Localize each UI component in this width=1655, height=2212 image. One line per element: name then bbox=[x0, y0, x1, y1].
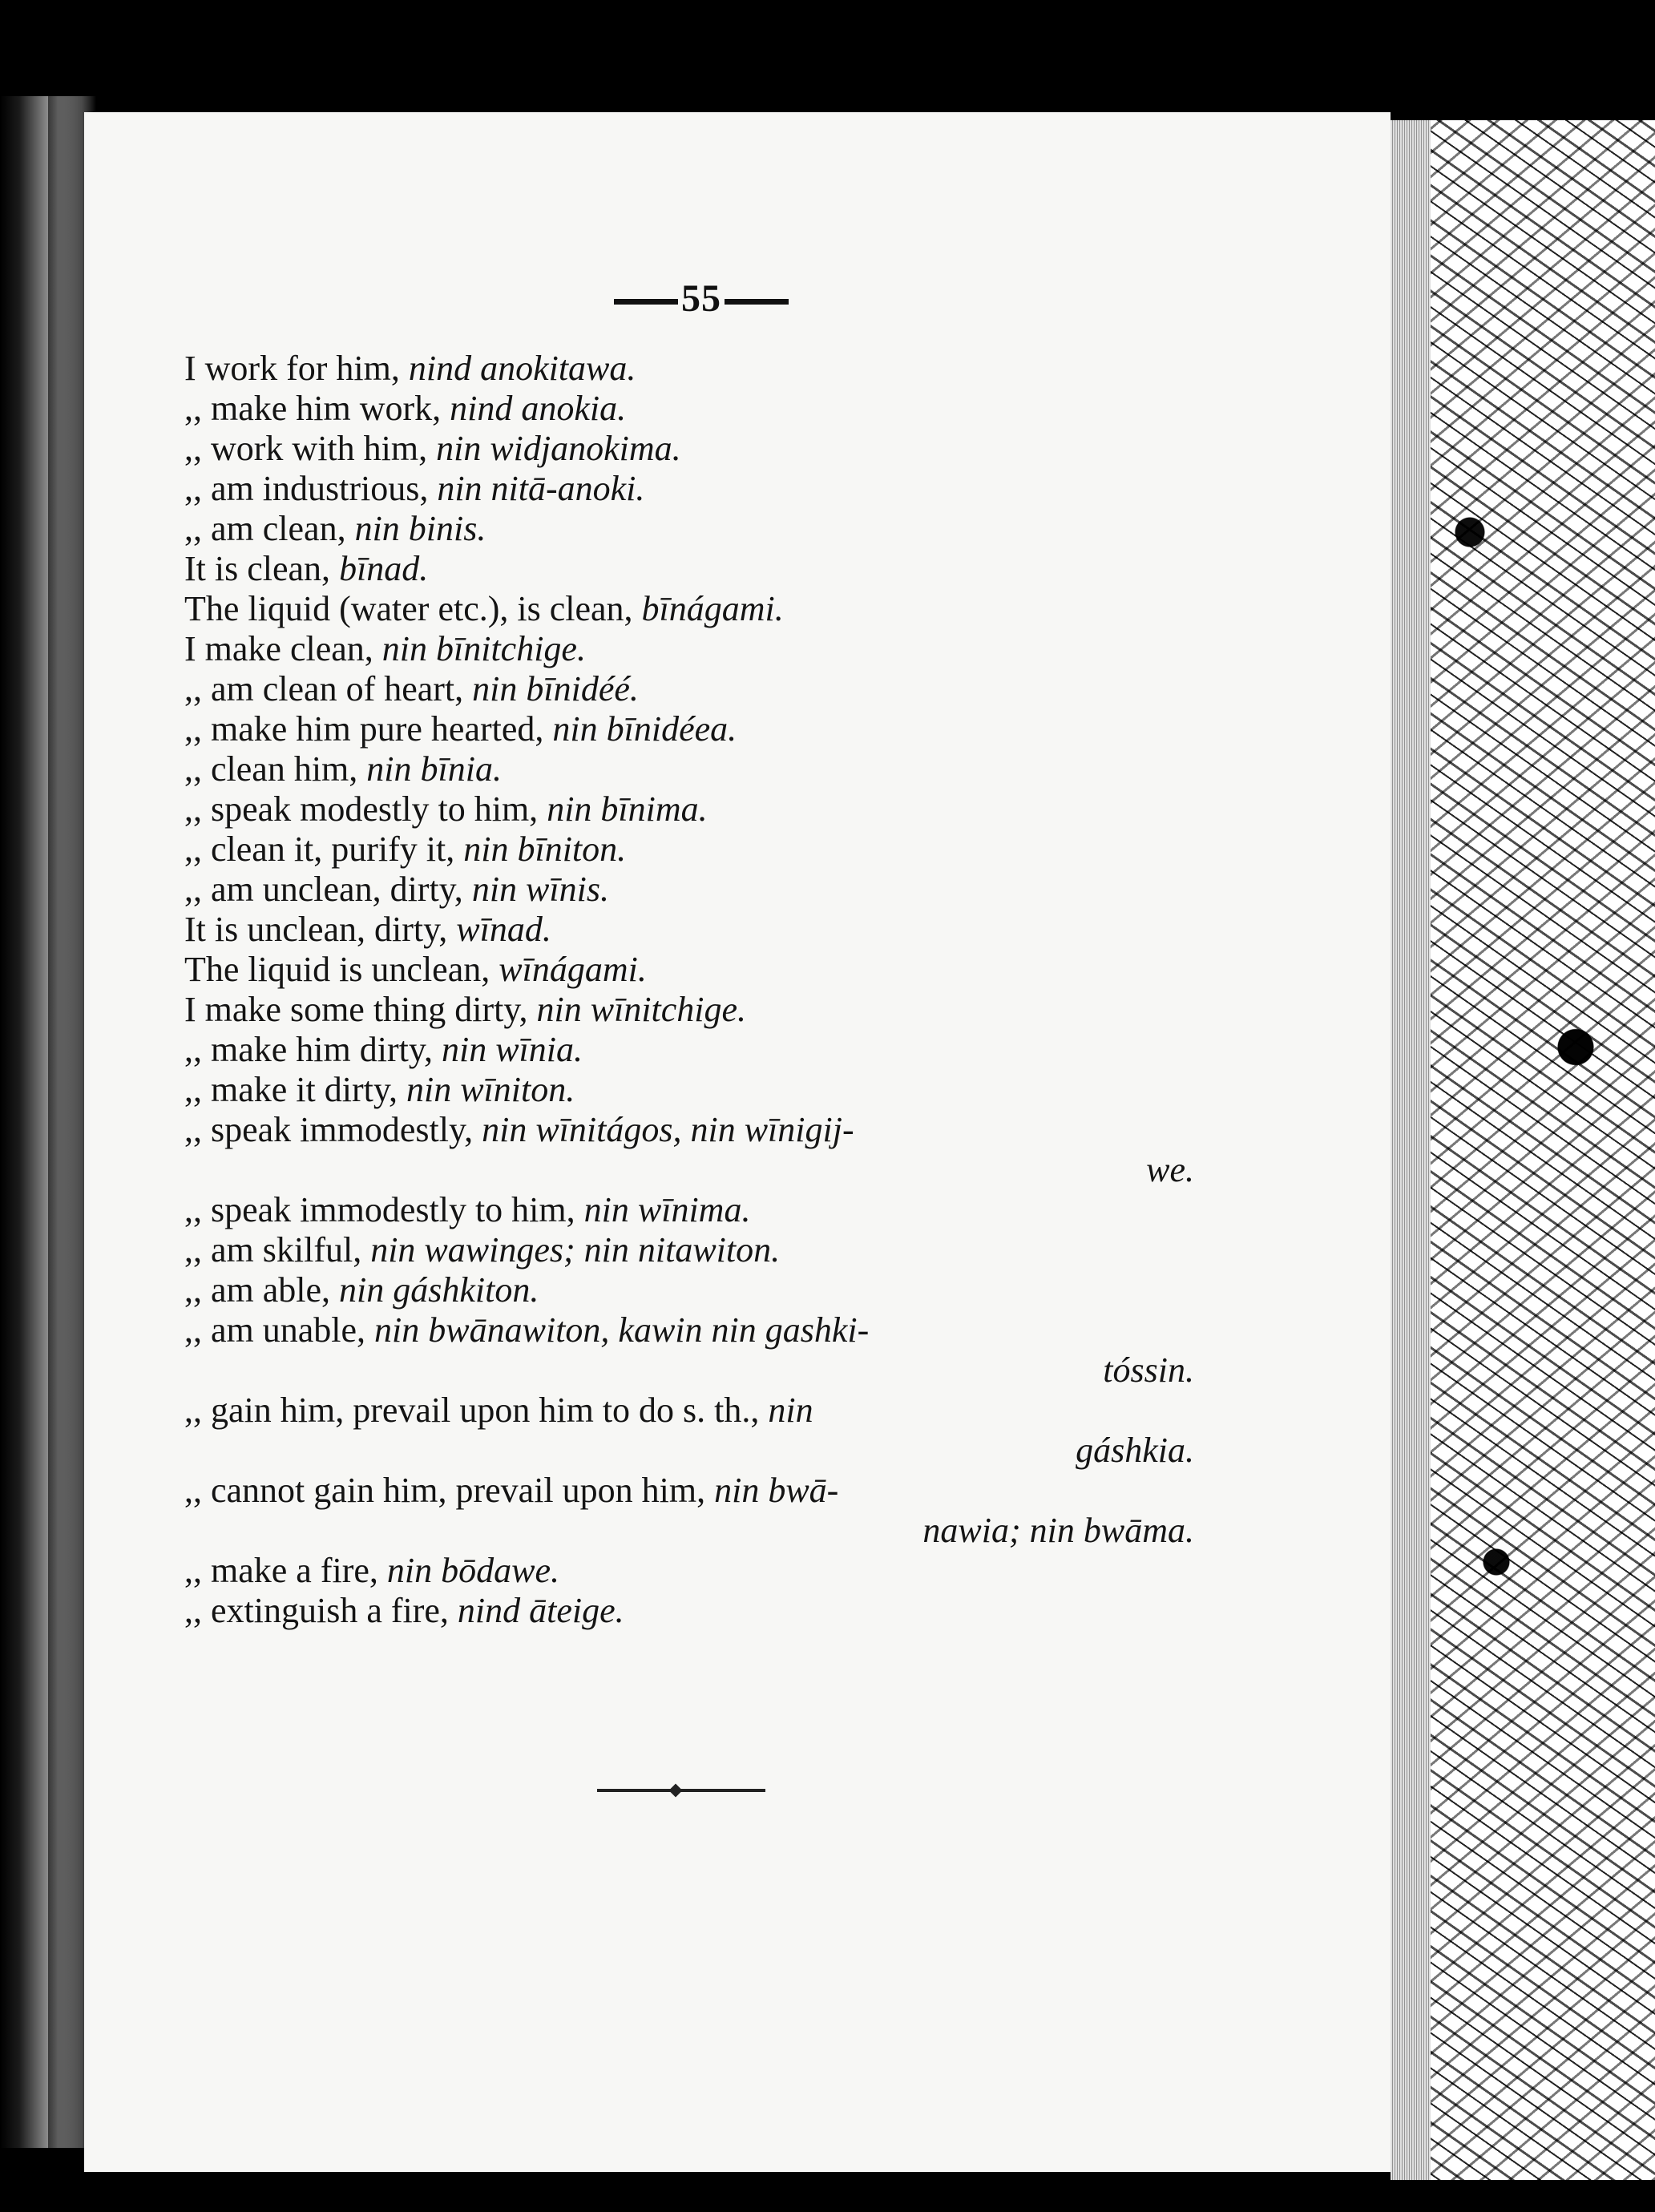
entry-prefix: It bbox=[184, 549, 206, 588]
entry-english: is clean, bbox=[214, 549, 331, 588]
vocabulary-entry bbox=[184, 1310, 1194, 1391]
vocabulary-entry bbox=[184, 589, 1194, 629]
entry-english: make clean, bbox=[204, 629, 373, 668]
entry-native: nin wīnitchige. bbox=[536, 990, 747, 1029]
entry-line bbox=[184, 789, 1194, 830]
entry-native: nin wīnitágos, nin wīnigij- bbox=[482, 1110, 854, 1149]
entry-native: nin bīnidéé. bbox=[472, 669, 639, 708]
entry-english: liquid is unclean, bbox=[248, 950, 490, 989]
entry-english: make him work, bbox=[211, 389, 442, 428]
entry-line bbox=[184, 749, 1194, 789]
entry-english: speak immodestly to him, bbox=[211, 1190, 575, 1229]
vocabulary-entry bbox=[184, 549, 1194, 589]
entry-line bbox=[184, 429, 1194, 469]
entry-prefix: ,, bbox=[184, 709, 202, 749]
entry-prefix: ,, bbox=[184, 1030, 202, 1069]
entry-prefix: ,, bbox=[184, 1391, 202, 1430]
vocabulary-entry bbox=[184, 870, 1194, 910]
entry-english: make it dirty, bbox=[211, 1070, 398, 1109]
entry-prefix: ,, bbox=[184, 1070, 202, 1109]
entry-native: nin wawinges; nin nitawiton. bbox=[370, 1230, 781, 1269]
entry-line bbox=[184, 469, 1194, 509]
entry-english: liquid (water etc.), is clean, bbox=[248, 589, 633, 628]
entry-prefix: ,, bbox=[184, 1270, 202, 1310]
entry-prefix: ,, bbox=[184, 429, 202, 468]
entry-native: nind āteige. bbox=[457, 1591, 624, 1630]
entry-prefix: It bbox=[184, 910, 206, 949]
entry-native: nin widjanokima. bbox=[436, 429, 681, 468]
entry-line bbox=[184, 830, 1194, 870]
vocabulary-entry bbox=[184, 1190, 1194, 1230]
vocabulary-entry bbox=[184, 1030, 1194, 1070]
entry-prefix: ,, bbox=[184, 870, 202, 909]
vocabulary-entry bbox=[184, 669, 1194, 709]
entry-prefix: I bbox=[184, 349, 196, 388]
entry-native: nin bīnia. bbox=[366, 749, 502, 789]
entry-native: nin bōdawe. bbox=[386, 1551, 559, 1590]
vocabulary-entry bbox=[184, 1591, 1194, 1631]
entry-english: clean him, bbox=[211, 749, 358, 789]
entry-english: am unclean, dirty, bbox=[211, 870, 463, 909]
entry-prefix: I bbox=[184, 990, 196, 1029]
entry-line bbox=[184, 1110, 1194, 1150]
vocabulary-entry bbox=[184, 1551, 1194, 1591]
entry-prefix: ,, bbox=[184, 669, 202, 708]
entry-prefix: ,, bbox=[184, 1471, 202, 1510]
entry-english: am able, bbox=[211, 1270, 331, 1310]
vocabulary-entry bbox=[184, 910, 1194, 950]
entry-line bbox=[184, 1030, 1194, 1070]
entry-native: nin binis. bbox=[354, 509, 486, 548]
entry-prefix: ,, bbox=[184, 389, 202, 428]
entry-native: nind anokia. bbox=[450, 389, 627, 428]
entry-native: nin bwānawiton, kawin nin gashki- bbox=[374, 1310, 870, 1350]
vocabulary-entry bbox=[184, 950, 1194, 990]
entry-prefix: I bbox=[184, 629, 196, 668]
entry-english: am skilful, bbox=[211, 1230, 362, 1269]
entry-native: nin bīnidéea. bbox=[552, 709, 737, 749]
entry-line bbox=[184, 549, 1194, 589]
entry-native: nin bbox=[768, 1391, 813, 1430]
vocabulary-entry bbox=[184, 469, 1194, 509]
vocabulary-entry bbox=[184, 709, 1194, 749]
entry-line bbox=[184, 509, 1194, 549]
entry-prefix: ,, bbox=[184, 1230, 202, 1269]
entry-native: nin bwā- bbox=[714, 1471, 839, 1510]
vocabulary-entry bbox=[184, 1270, 1194, 1310]
entry-prefix: ,, bbox=[184, 1190, 202, 1229]
vocabulary-entry bbox=[184, 789, 1194, 830]
entry-line bbox=[184, 950, 1194, 990]
entry-line bbox=[184, 709, 1194, 749]
vocabulary-entry bbox=[184, 749, 1194, 789]
entry-line bbox=[184, 389, 1194, 429]
vocabulary-entry bbox=[184, 830, 1194, 870]
vocabulary-entry bbox=[184, 1070, 1194, 1110]
entry-prefix: ,, bbox=[184, 1110, 202, 1149]
entry-line bbox=[184, 870, 1194, 910]
entry-english: make him pure hearted, bbox=[211, 709, 544, 749]
vocabulary-entry bbox=[184, 1391, 1194, 1471]
entry-english: am industrious, bbox=[211, 469, 429, 508]
entry-english: work with him, bbox=[211, 429, 428, 468]
entry-native: bīnad. bbox=[339, 549, 429, 588]
entry-english: speak immodestly, bbox=[211, 1110, 474, 1149]
entry-english: make some thing dirty, bbox=[204, 990, 528, 1029]
entry-prefix: ,, bbox=[184, 1551, 202, 1590]
entry-prefix: ,, bbox=[184, 749, 202, 789]
entry-prefix: The bbox=[184, 589, 240, 628]
vocabulary-entry bbox=[184, 629, 1194, 669]
entry-prefix: ,, bbox=[184, 789, 202, 829]
entry-native: nin nitā-anoki. bbox=[437, 469, 645, 508]
entry-english: am clean of heart, bbox=[211, 669, 464, 708]
entry-continuation: we. bbox=[1146, 1150, 1194, 1189]
entry-english: is unclean, dirty, bbox=[214, 910, 448, 949]
marbled-page-edge bbox=[1391, 120, 1655, 2180]
entry-native: nind anokitawa. bbox=[408, 349, 636, 388]
entry-native: nin wīnis. bbox=[471, 870, 609, 909]
entry-prefix: The bbox=[184, 950, 240, 989]
entry-prefix: ,, bbox=[184, 469, 202, 508]
dash-left bbox=[614, 299, 678, 305]
vocabulary-entry bbox=[184, 389, 1194, 429]
entry-english: extinguish a fire, bbox=[211, 1591, 449, 1630]
end-ornament bbox=[597, 1789, 765, 1792]
entry-line bbox=[184, 1391, 1194, 1431]
entry-native: nin gáshkiton. bbox=[339, 1270, 539, 1310]
entry-prefix: ,, bbox=[184, 1310, 202, 1350]
entry-continuation: tóssin. bbox=[1103, 1350, 1194, 1390]
entry-native: bīnágami. bbox=[641, 589, 784, 628]
entry-line bbox=[184, 1270, 1194, 1310]
entry-english: make a fire, bbox=[211, 1551, 378, 1590]
entry-prefix: ,, bbox=[184, 1591, 202, 1630]
entry-english: work for him, bbox=[204, 349, 400, 388]
entry-english: gain him, prevail upon him to do s. th., bbox=[211, 1391, 760, 1430]
entry-line bbox=[184, 349, 1194, 389]
vocabulary-entry bbox=[184, 1110, 1194, 1190]
entry-native: nin bīnitchige. bbox=[381, 629, 586, 668]
entry-line bbox=[184, 629, 1194, 669]
entry-line bbox=[184, 1591, 1194, 1631]
vocabulary-entry bbox=[184, 429, 1194, 469]
entry-english: am unable, bbox=[211, 1310, 366, 1350]
entry-line bbox=[184, 1230, 1194, 1270]
entry-native: nin wīnia. bbox=[441, 1030, 583, 1069]
vocabulary-list bbox=[184, 349, 1194, 1631]
vocabulary-entry bbox=[184, 1471, 1194, 1551]
entry-native: wīnágami. bbox=[499, 950, 647, 989]
entry-continuation: nawia; nin bwāma. bbox=[922, 1511, 1194, 1550]
vocabulary-entry bbox=[184, 509, 1194, 549]
vocabulary-entry bbox=[184, 1230, 1194, 1270]
entry-english: cannot gain him, prevail upon him, bbox=[211, 1471, 706, 1510]
entry-native: nin wīnima. bbox=[583, 1190, 751, 1229]
entry-native: nin bīniton. bbox=[463, 830, 627, 869]
entry-line bbox=[184, 589, 1194, 629]
vocabulary-entry bbox=[184, 349, 1194, 389]
dash-right bbox=[725, 299, 789, 305]
entry-line bbox=[184, 1070, 1194, 1110]
entry-prefix: ,, bbox=[184, 830, 202, 869]
entry-line bbox=[184, 1551, 1194, 1591]
entry-line bbox=[184, 910, 1194, 950]
vocabulary-entry bbox=[184, 990, 1194, 1030]
entry-line bbox=[184, 990, 1194, 1030]
entry-continuation: gáshkia. bbox=[1076, 1431, 1194, 1470]
entry-line bbox=[184, 1190, 1194, 1230]
entry-line bbox=[184, 1471, 1194, 1511]
page-number bbox=[597, 276, 805, 321]
entry-native: nin wīniton. bbox=[406, 1070, 575, 1109]
entry-prefix: ,, bbox=[184, 509, 202, 548]
entry-native: wīnad. bbox=[456, 910, 551, 949]
entry-native: nin bīnima. bbox=[547, 789, 708, 829]
page-number-text: 55 bbox=[681, 277, 721, 320]
entry-english: make him dirty, bbox=[211, 1030, 433, 1069]
entry-english: speak modestly to him, bbox=[211, 789, 539, 829]
entry-line bbox=[184, 669, 1194, 709]
entry-english: clean it, purify it, bbox=[211, 830, 455, 869]
entry-line bbox=[184, 1310, 1194, 1350]
entry-english: am clean, bbox=[211, 509, 346, 548]
